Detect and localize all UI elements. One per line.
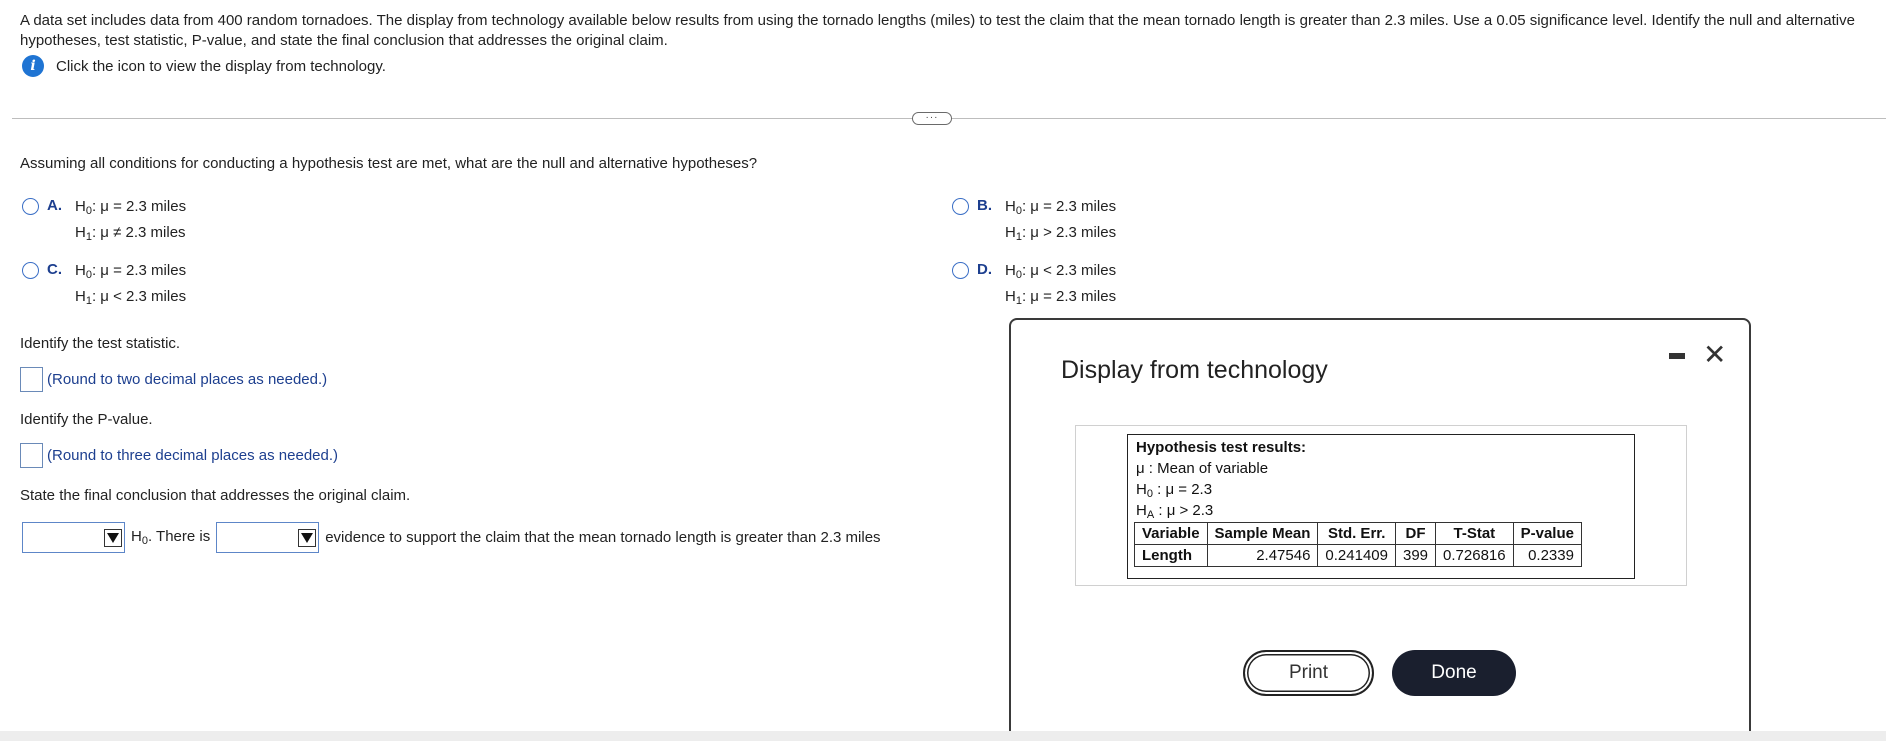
option-b-hypotheses xyxy=(1005,197,1116,249)
table-row xyxy=(1135,545,1582,567)
cell-sample-mean: 2.47546 xyxy=(1207,545,1318,567)
test-statistic-prompt: Identify the test statistic. xyxy=(20,335,181,352)
pvalue-prompt: Identify the P-value. xyxy=(20,411,153,428)
option-b[interactable] xyxy=(952,197,1116,249)
option-c-radio[interactable] xyxy=(22,262,39,279)
col-df: DF xyxy=(1396,523,1436,545)
option-c-letter: C. xyxy=(47,261,62,278)
test-statistic-hint: (Round to two decimal places as needed.) xyxy=(47,371,328,388)
col-p-value: P-value xyxy=(1513,523,1581,545)
option-b-null: $H_0$: μ = 2.3 miles xyxy=(1005,198,1117,217)
cell-df: 399 xyxy=(1396,545,1436,567)
option-b-alt: $H_1$: μ > 2.3 miles xyxy=(1005,224,1117,243)
conclusion-h0: $H_0$. There is xyxy=(131,528,211,547)
done-button[interactable]: Done xyxy=(1392,650,1516,696)
cell-std-err: 0.241409 xyxy=(1318,545,1396,567)
col-std-err: Std. Err. xyxy=(1318,523,1396,545)
option-a-hypotheses xyxy=(75,197,186,249)
print-button[interactable]: Print xyxy=(1243,650,1374,696)
option-a-null: $H_0$: μ = 2.3 miles xyxy=(75,198,187,217)
cell-variable: Length xyxy=(1135,545,1208,567)
conclusion-row xyxy=(22,522,887,553)
option-d-letter: D. xyxy=(977,261,992,278)
test-statistic-row xyxy=(20,367,327,392)
option-d-hypotheses xyxy=(1005,261,1116,313)
test-statistic-input[interactable] xyxy=(20,367,43,392)
evidence-dropdown[interactable] xyxy=(216,522,319,553)
option-a-radio[interactable] xyxy=(22,198,39,215)
technology-output-frame xyxy=(1075,425,1687,586)
option-d-alt: $H_1$: μ = 2.3 miles xyxy=(1005,288,1117,307)
bottom-scrollbar[interactable] xyxy=(0,731,1886,741)
option-c[interactable] xyxy=(22,261,186,313)
minimize-icon[interactable] xyxy=(1669,353,1685,359)
info-icon[interactable]: i xyxy=(22,55,44,77)
pvalue-hint: (Round to three decimal places as needed.) xyxy=(47,447,339,464)
pvalue-row xyxy=(20,443,338,468)
chevron-down-icon xyxy=(298,529,316,547)
option-d-null: $H_0$: μ < 2.3 miles xyxy=(1005,262,1117,281)
col-t-stat: T-Stat xyxy=(1436,523,1514,545)
pvalue-input[interactable] xyxy=(20,443,43,468)
option-a[interactable] xyxy=(22,197,186,249)
option-b-letter: B. xyxy=(977,197,992,214)
results-header-row xyxy=(1135,523,1582,545)
expand-button[interactable]: ··· xyxy=(912,112,952,125)
info-text: Click the icon to view the display from technology. xyxy=(56,57,386,75)
option-b-radio[interactable] xyxy=(952,198,969,215)
option-d-radio[interactable] xyxy=(952,262,969,279)
null-hypothesis: $H_0$ : μ = 2.3 xyxy=(1136,481,1213,500)
results-table xyxy=(1134,522,1582,567)
option-c-hypotheses xyxy=(75,261,186,313)
col-variable: Variable xyxy=(1135,523,1208,545)
option-c-alt: $H_1$: μ < 2.3 miles xyxy=(75,288,187,307)
conclusion-prompt: State the final conclusion that addresses the original claim. xyxy=(20,487,411,504)
dialog-title: Display from technology xyxy=(1061,356,1328,384)
hypotheses-question: Assuming all conditions for conducting a hypothesis test are met, what are the null and alternative hypotheses? xyxy=(20,155,758,172)
conclusion-tail: evidence to support the claim that the mean tornado length is greater than 2.3 miles xyxy=(325,529,881,546)
chevron-down-icon xyxy=(104,529,122,547)
cell-t-stat: 0.726816 xyxy=(1436,545,1514,567)
problem-statement: A data set includes data from 400 random tornadoes. The display from technology available below results from using the tornado lengths (miles) to test the claim that the mean tornado length is greater than 2.3 miles. Use a 0.05 significance level. Identify the null and alternative hypotheses, test statistic, P-value, and state the final conclusion that addresses the original claim. xyxy=(20,12,1855,49)
cell-p-value: 0.2339 xyxy=(1513,545,1581,567)
results-header: Hypothesis test results: xyxy=(1136,439,1307,456)
option-a-alt: $H_1$: μ ≠ 2.3 miles xyxy=(75,224,186,243)
mu-definition: μ : Mean of variable xyxy=(1136,460,1269,477)
option-d[interactable] xyxy=(952,261,1116,313)
option-a-letter: A. xyxy=(47,197,62,214)
alt-hypothesis: $H_A$ : μ > 2.3 xyxy=(1136,502,1214,521)
technology-display-dialog xyxy=(1009,318,1751,741)
col-sample-mean: Sample Mean xyxy=(1207,523,1318,545)
info-row xyxy=(22,55,386,77)
technology-output xyxy=(1127,434,1635,579)
reject-decision-dropdown[interactable] xyxy=(22,522,125,553)
close-icon[interactable]: ✕ xyxy=(1703,339,1727,370)
option-c-null: $H_0$: μ = 2.3 miles xyxy=(75,262,187,281)
